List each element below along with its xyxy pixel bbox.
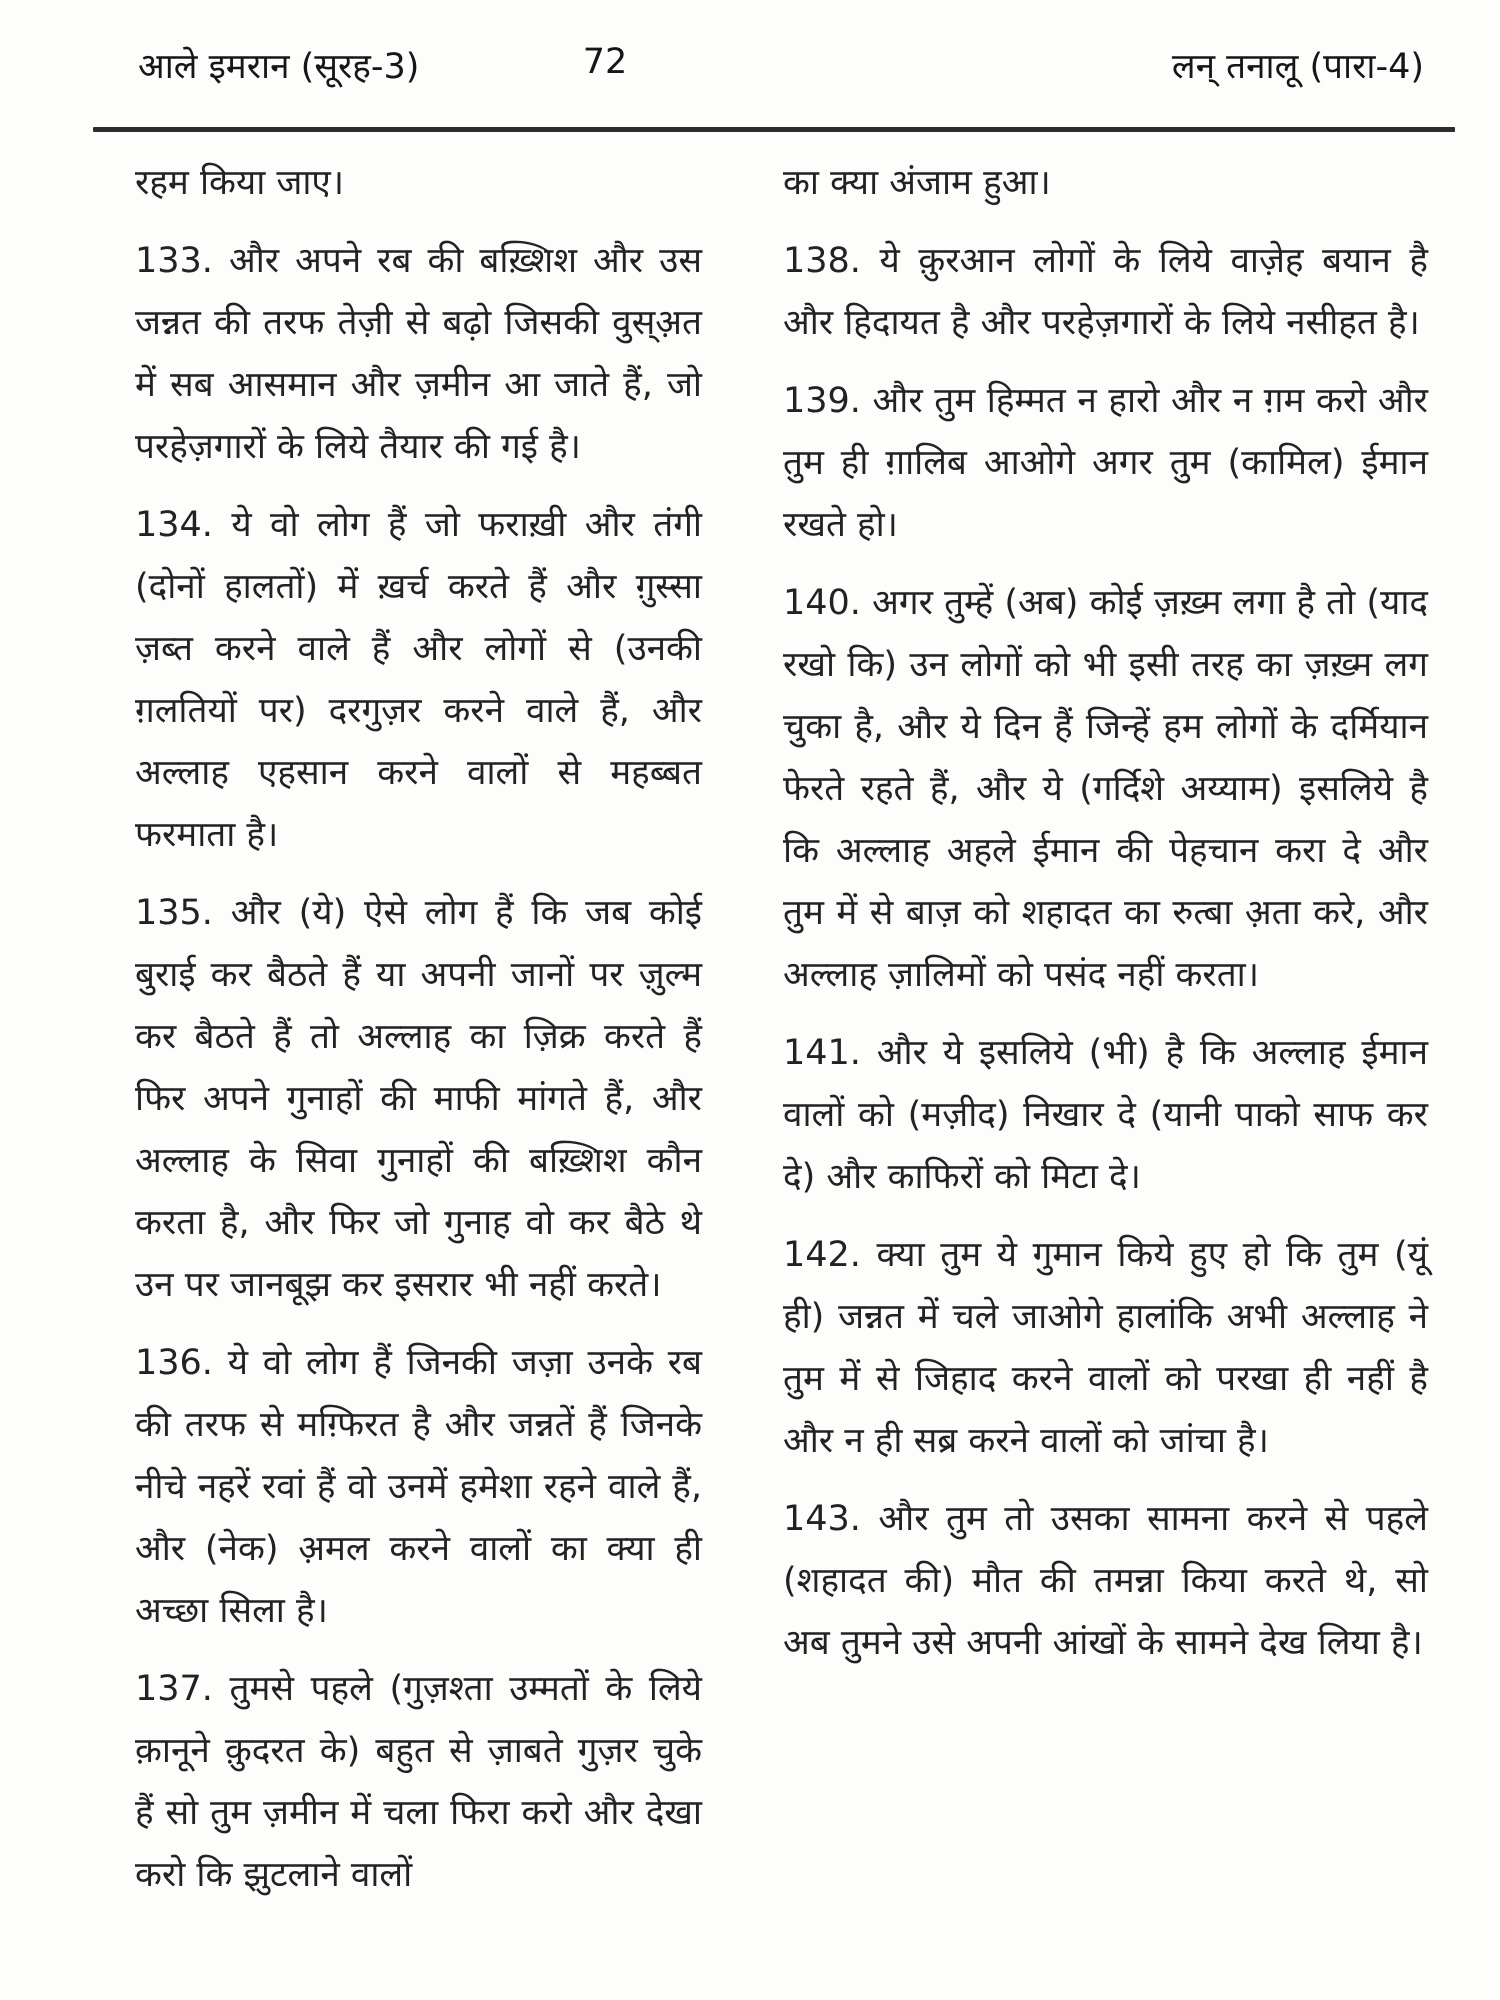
paragraph: [783, 1488, 1428, 1674]
left-column: [135, 152, 702, 1906]
verse-text: और तुम तो उसका सामना करने से पहले (शहादत की) मौत की तमन्ना किया करते थे, सो अब तुमने उसे अपनी आंखों के सामने देख लिया है।: [783, 1499, 1428, 1663]
verse-text: का क्या अंजाम हुआ।: [783, 163, 1051, 203]
verse-text: और ये इसलिये (भी) है कि अल्लाह ईमान वालों को (मज़ीद) निखार दे (यानी पाको साफ कर दे) और काफिरों को मिटा दे।: [783, 1033, 1428, 1197]
verse-number: 136.: [135, 1343, 213, 1383]
paragraph: [135, 882, 702, 1316]
verse-text: तुमसे पहले (गुज़श्ता उम्मतों के लिये क़ानूने क़ुदरत के) बहुत से ज़ाबते गुज़र चुके हैं सो तुम ज़मीन में चला फिरा करो और देखा करो कि झुटलाने वालों: [135, 1669, 702, 1895]
verse-text: ये वो लोग हैं जो फराख़ी और तंगी (दोनों हालतों) में ख़र्च करते हैं और ग़ुस्सा ज़ब्त करने वाले हैं और लोगों से (उनकी ग़लतियों पर) दरगुज़र करने वाले हैं, और अल्लाह एहसान करने वालों से महब्बत फरमाता है।: [135, 505, 702, 855]
verse-text: और अपने रब की बख़्शिश और उस जन्नत की तरफ तेज़ी से बढ़ो जिसकी वुस्अ़त में सब आसमान और ज़मीन आ जाते हैं, जो परहेज़गारों के लिये तैयार की गई है।: [135, 241, 702, 467]
header-surah-title: आले इमरान (सूरह-3): [138, 47, 420, 87]
verse-number: 133.: [135, 241, 213, 281]
verse-text: और तुम हिम्मत न हारो और न ग़म करो और तुम ही ग़ालिब आओगे अगर तुम (कामिल) ईमान रखते हो।: [783, 381, 1428, 545]
paragraph: [783, 1022, 1428, 1208]
paragraph: [135, 230, 702, 478]
paragraph: [783, 370, 1428, 556]
verse-number: 140.: [783, 583, 861, 623]
verse-text: अगर तुम्हें (अब) कोई ज़ख़्म लगा है तो (याद रखो कि) उन लोगों को भी इसी तरह का ज़ख़्म लग चुका है, और ये दिन हैं जिन्हें हम लोगों के दर्मियान फेरते रहते हैं, और ये (गर्दिशे अय्याम) इसलिये है कि अल्लाह अहले ईमान की पेहचान करा दे और तुम में से बाज़ को शहादत का रुत्बा अ़ता करे, और अल्लाह ज़ालिमों को पसंद नहीं करता।: [783, 583, 1428, 995]
header-rule: [93, 127, 1455, 132]
page-header: [0, 42, 1500, 102]
verse-text: ये क़ुरआन लोगों के लिये वाज़ेह बयान है और हिदायत है और परहेज़गारों के लिये नसीहत है।: [783, 241, 1428, 343]
verse-number: 142.: [783, 1235, 861, 1275]
paragraph: [783, 152, 1428, 214]
verse-number: 141.: [783, 1033, 861, 1073]
verse-number: 135.: [135, 893, 213, 933]
verse-text: ये वो लोग हैं जिनकी जज़ा उनके रब की तरफ से मग़्फिरत है और जन्नतें हैं जिनके नीचे नहरें रवां हैं वो उनमें हमेशा रहने वाले हैं, और (नेक) अ़मल करने वालों का क्या ही अच्छा सिला है।: [135, 1343, 702, 1631]
paragraph: [135, 1658, 702, 1906]
paragraph: [135, 494, 702, 866]
page-number: 72: [582, 42, 628, 82]
verse-number: 134.: [135, 505, 213, 545]
verse-number: 138.: [783, 241, 861, 281]
paragraph: [135, 1332, 702, 1642]
paragraph: [135, 152, 702, 214]
paragraph: [783, 230, 1428, 354]
right-column: [783, 152, 1428, 1674]
paragraph: [783, 572, 1428, 1006]
verse-text: क्या तुम ये गुमान किये हुए हो कि तुम (यूं ही) जन्नत में चले जाओगे हालांकि अभी अल्लाह ने तुम में से जिहाद करने वालों को परखा ही नहीं है और न ही सब्र करने वालों को जांचा है।: [783, 1235, 1428, 1461]
verse-number: 137.: [135, 1669, 213, 1709]
verse-number: 143.: [783, 1499, 861, 1539]
paragraph: [783, 1224, 1428, 1472]
verse-text: रहम किया जाए।: [135, 163, 345, 203]
verse-number: 139.: [783, 381, 861, 421]
verse-text: और (ये) ऐसे लोग हैं कि जब कोई बुराई कर बैठते हैं या अपनी जानों पर ज़ुल्म कर बैठते हैं तो अल्लाह का ज़िक्र करते हैं फिर अपने गुनाहों की माफी मांगते हैं, और अल्लाह के सिवा गुनाहों की बख़्शिश कौन करता है, और फिर जो गुनाह वो कर बैठे थे उन पर जानबूझ कर इसरार भी नहीं करते।: [135, 893, 702, 1305]
header-para-title: लन् तनालू (पारा-4): [1171, 47, 1424, 87]
